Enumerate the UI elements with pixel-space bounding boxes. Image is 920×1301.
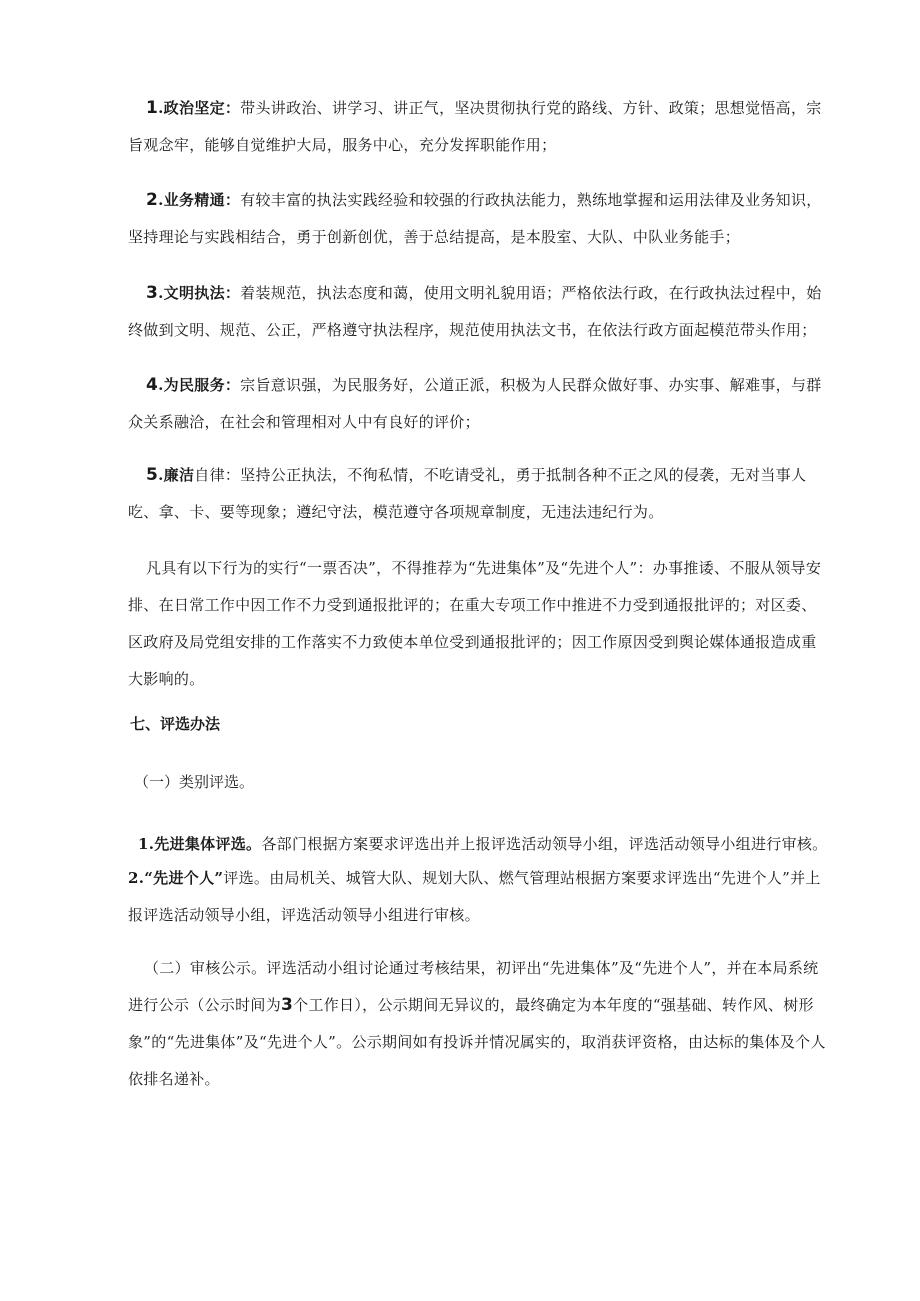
item-text: 带头讲政治、讲学习、讲正气，坚决贯彻执行党的路线、方针、政策；思想觉悟高，宗旨观念牢，能够自觉维护大局，服务中心，充分发挥职能作用；: [128, 99, 822, 154]
category-item-1: [128, 826, 828, 863]
item-heading: .政治坚定：: [158, 99, 241, 117]
item-text: 有较丰富的执法实践经验和较强的行政执法能力，熟练地掌握和运用法律及业务知识，坚持理论与实践相结合，勇于创新创优，善于总结提高，是本股室、大队、中队业务能手；: [128, 191, 822, 246]
review-publicity-paragraph: [128, 950, 828, 1098]
item-text: 评选。由局机关、城管大队、规划大队、燃气管理站根据方案要求评选出“先进个人”并上报评选活动领导小组，评选活动领导小组进行审核。: [128, 869, 821, 924]
item-heading: .为民服务：: [158, 376, 241, 394]
item-number: 4: [146, 375, 159, 395]
item-heading: .文明执法：: [158, 284, 241, 302]
days-number: 3: [281, 995, 294, 1015]
paragraph-text-part-2: 个工作日），公示期间无异议的，最终确定为本年度的“强基础、转作风、树形象”的“先进集体”及“先进个人”。公示期间如有投诉并情况属实的，取消获评资格，由达标的集体及个人依排名递补。: [128, 996, 826, 1088]
item-text: 宗旨意识强，为民服务好，公道正派，积极为人民群众做好事、办实事、解难事，与群众关系融洽，在社会和管理相对人中有良好的评价；: [128, 376, 822, 431]
item-heading: 1.先进集体评选。: [138, 835, 262, 853]
item-number: 1: [146, 98, 159, 118]
item-heading: .廉洁: [158, 466, 195, 484]
item-text: 各部门根据方案要求评选出并上报评选活动领导小组，评选活动领导小组进行审核。: [261, 835, 828, 853]
criteria-item-3: [128, 275, 828, 349]
section-title: 七、评选办法: [130, 715, 221, 733]
category-item-2: [128, 860, 828, 934]
item-heading: .业务精通：: [158, 191, 241, 209]
criteria-item-2: [128, 182, 828, 256]
item-text: 自律：坚持公正执法，不徇私情，不吃请受礼，勇于抵制各种不正之风的侵袭，无对当事人吃、拿、卡、要等现象；遵纪守法，模范遵守各项规章制度，无违法违纪行为。: [128, 466, 807, 521]
item-text: 着装规范，执法态度和蔼，使用文明礼貌用语；严格依法行政，在行政执法过程中，始终做到文明、规范、公正，严格遵守执法程序，规范使用执法文书，在依法行政方面起模范带头作用；: [128, 284, 822, 339]
veto-paragraph: 凡具有以下行为的实行“一票否决”，不得推荐为“先进集体”及“先进个人”：办事推诿、不服从领导安排、在日常工作中因工作不力受到通报批评的；在重大专项工作中推进不力受到通报批评的；对区委、区政府及局党组安排的工作落实不力致使本单位受到通报批评的；因工作原因受到舆论媒体通报造成重大影响的。: [128, 559, 822, 688]
item-number: 3: [146, 283, 159, 303]
item-number: 2: [146, 190, 159, 210]
subsection-category-title: （一）类别评选。: [134, 773, 255, 791]
criteria-item-1: [128, 90, 828, 164]
criteria-item-4: [128, 367, 828, 441]
item-number: 5: [146, 465, 159, 485]
item-heading: 2.“先进个人”: [128, 869, 224, 887]
paragraph-text-part-1: （二）审核公示。评选活动小组讨论通过考核结果，初评出“先进集体”及“先进个人”，并在本局系统进行公示（公示时间为: [128, 959, 819, 1014]
criteria-item-5: [128, 457, 828, 531]
